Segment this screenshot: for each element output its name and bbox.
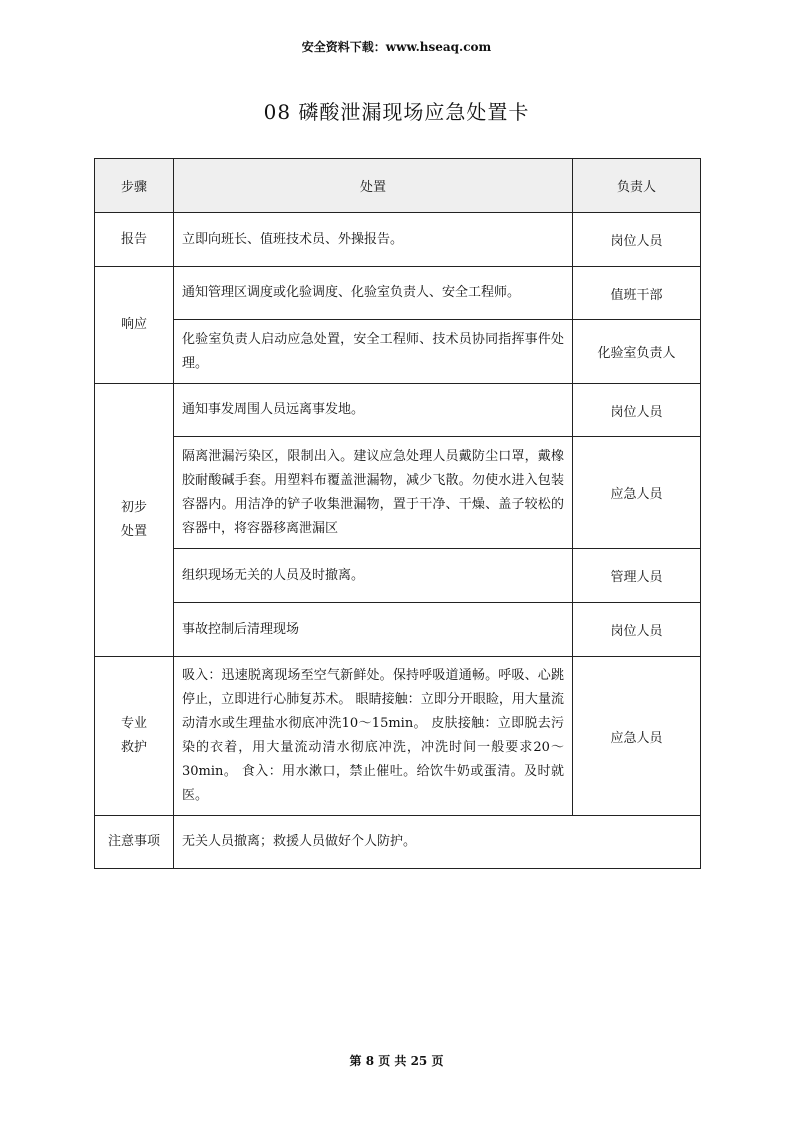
table-row bbox=[95, 603, 701, 657]
table-row bbox=[95, 657, 701, 816]
step-initial-line2: 处置 bbox=[120, 524, 147, 539]
step-rescue-line1: 专业 bbox=[120, 716, 147, 731]
step-rescue bbox=[95, 657, 174, 816]
header-action: 处置 bbox=[174, 159, 573, 213]
action-report: 立即向班长、值班技术员、外操报告。 bbox=[174, 213, 573, 267]
step-notes: 注意事项 bbox=[95, 816, 174, 869]
header-step: 步骤 bbox=[95, 159, 174, 213]
step-rescue-line2: 救护 bbox=[120, 740, 147, 755]
table-header-row bbox=[95, 159, 701, 213]
table-row bbox=[95, 549, 701, 603]
table-row bbox=[95, 213, 701, 267]
table-row bbox=[95, 267, 701, 320]
responsible-rescue: 应急人员 bbox=[573, 657, 701, 816]
action-response-1: 通知管理区调度或化验调度、化验室负责人、安全工程师。 bbox=[174, 267, 573, 320]
action-response-2: 化验室负责人启动应急处置，安全工程师、技术员协同指挥事件处理。 bbox=[174, 320, 573, 384]
table-row bbox=[95, 320, 701, 384]
table-row bbox=[95, 816, 701, 869]
action-initial-1: 通知事发周围人员远离事发地。 bbox=[174, 384, 573, 437]
page-header: 安全资料下载：www.hseaq.com bbox=[301, 40, 492, 54]
table-row bbox=[95, 384, 701, 437]
action-initial-4: 事故控制后清理现场 bbox=[174, 603, 573, 657]
page-title: 08 磷酸泄漏现场应急处置卡 bbox=[263, 100, 530, 124]
action-notes: 无关人员撤离；救援人员做好个人防护。 bbox=[174, 816, 701, 869]
table-row bbox=[95, 437, 701, 549]
action-initial-2: 隔离泄漏污染区，限制出入。建议应急处理人员戴防尘口罩，戴橡胶耐酸碱手套。用塑料布覆盖泄漏物，减少飞散。勿使水进入包装容器内。用洁净的铲子收集泄漏物，置于干净、干燥、盖子较松的容器中，将容器移离泄漏区 bbox=[174, 437, 573, 549]
page-footer: 第 8 页 共 25 页 bbox=[349, 1054, 444, 1068]
action-initial-3: 组织现场无关的人员及时撤离。 bbox=[174, 549, 573, 603]
responsible-initial-3: 管理人员 bbox=[573, 549, 701, 603]
responsible-response-2: 化验室负责人 bbox=[573, 320, 701, 384]
responsible-report: 岗位人员 bbox=[573, 213, 701, 267]
step-initial-line1: 初步 bbox=[120, 500, 147, 515]
step-report: 报告 bbox=[95, 213, 174, 267]
responsible-initial-2: 应急人员 bbox=[573, 437, 701, 549]
responsible-initial-4: 岗位人员 bbox=[573, 603, 701, 657]
responsible-initial-1: 岗位人员 bbox=[573, 384, 701, 437]
header-responsible: 负责人 bbox=[573, 159, 701, 213]
action-rescue: 吸入：迅速脱离现场至空气新鲜处。保持呼吸道通畅。呼吸、心跳停止，立即进行心肺复苏术。 眼睛接触：立即分开眼睑，用大量流动清水或生理盐水彻底冲洗10～15min。 皮肤接触：立即脱去污染的衣着，用大量流动清水彻底冲洗，冲洗时间一般要求20～30min。 食入：用水漱口，禁止催吐。给饮牛奶或蛋清。及时就医。 bbox=[174, 657, 573, 816]
emergency-card-table bbox=[94, 158, 701, 869]
step-response: 响应 bbox=[95, 267, 174, 384]
step-initial bbox=[95, 384, 174, 657]
responsible-response-1: 值班干部 bbox=[573, 267, 701, 320]
